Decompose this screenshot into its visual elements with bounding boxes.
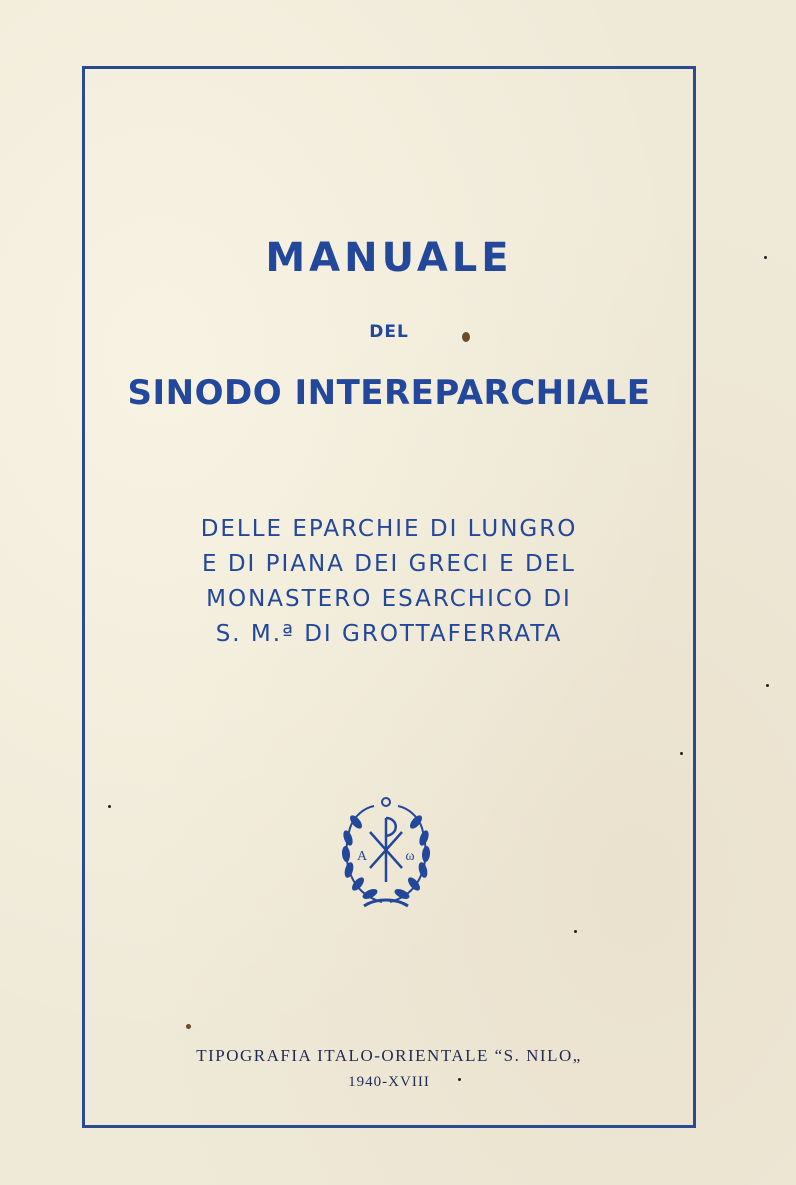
emblem-letter-omega: ω xyxy=(405,849,415,864)
emblem-letter-alpha: A xyxy=(356,849,368,864)
description-block xyxy=(82,512,696,652)
description-line: E DI PIANA DEI GRECI E DEL xyxy=(201,551,576,577)
chi-rho-wreath-icon xyxy=(334,794,438,910)
description-line: DELLE EPARCHIE DI LUNGRO xyxy=(200,516,578,542)
paper-speck xyxy=(766,684,769,687)
paper-speck xyxy=(680,752,683,755)
document-title: MANUALE xyxy=(265,235,513,281)
paper-speck xyxy=(764,256,767,259)
publication-year: 1940-XVIII xyxy=(348,1074,430,1090)
document-subtitle: SINODO INTEREPARCHIALE xyxy=(127,373,651,413)
description-line: S. M.ª DI GROTTAFERRATA xyxy=(215,621,563,647)
paper-speck xyxy=(108,805,111,808)
paper-speck xyxy=(186,1024,191,1029)
paper-speck xyxy=(574,930,577,933)
description-line: MONASTERO ESARCHICO DI xyxy=(206,586,572,612)
printer-imprint: TIPOGRAFIA ITALO-ORIENTALE “S. NILO„ xyxy=(196,1046,582,1065)
paper-speck xyxy=(458,1078,461,1081)
title-connector: DEL xyxy=(369,322,409,342)
paper-speck xyxy=(462,332,470,342)
